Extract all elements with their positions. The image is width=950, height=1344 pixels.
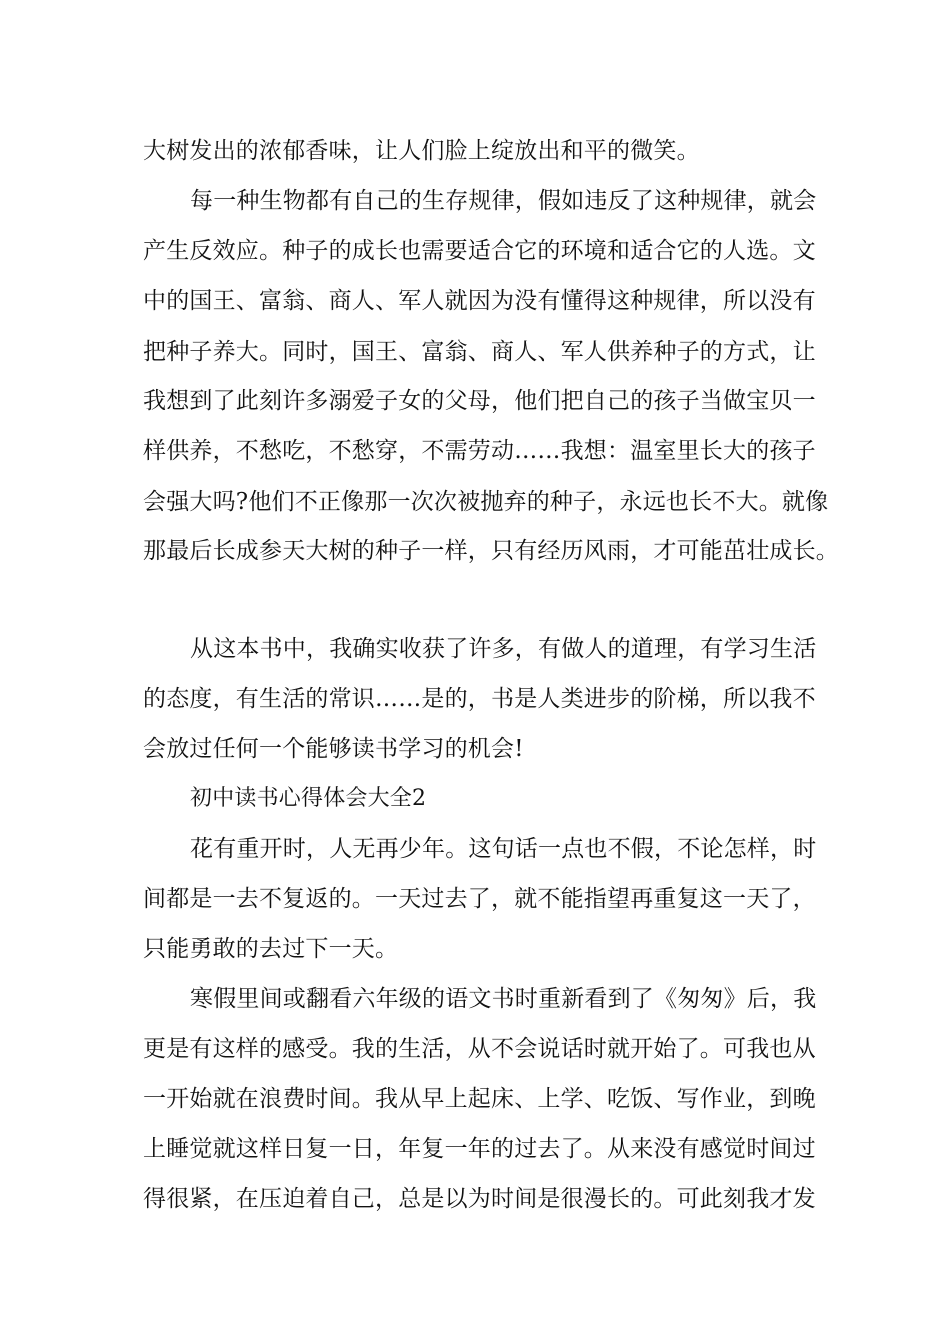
text-line: 得很紧，在压迫着自己，总是以为时间是很漫长的。可此刻我才发: [143, 1186, 816, 1212]
paragraph-first-line: 从这本书中，我确实收获了许多，有做人的道理，有学习生活: [190, 636, 817, 662]
text-line: 会放过任何一个能够读书学习的机会!: [143, 736, 524, 762]
text-line: 那最后长成参天大树的种子一样，只有经历风雨，才可能茁壮成长。: [143, 538, 839, 564]
paragraph-first-line: 花有重开时，人无再少年。这句话一点也不假，不论怎样，时: [190, 836, 817, 862]
text-line: 一开始就在浪费时间。我从早上起床、上学、吃饭、写作业，到晚: [143, 1086, 816, 1112]
paragraph-first-line: 每一种生物都有自己的生存规律，假如违反了这种规律，就会: [190, 188, 817, 214]
text-line: 我想到了此刻许多溺爱子女的父母，他们把自己的孩子当做宝贝一: [143, 388, 816, 414]
text-line: 产生反效应。种子的成长也需要适合它的环境和适合它的人选。文: [143, 238, 816, 264]
text-line: 会强大吗?他们不正像那一次次被抛弃的种子，永远也长不大。就像: [143, 489, 829, 515]
text-line: 上睡觉就这样日复一日，年复一年的过去了。从来没有感觉时间过: [143, 1136, 816, 1162]
text-line: 更是有这样的感受。我的生活，从不会说话时就开始了。可我也从: [143, 1036, 816, 1062]
paragraph-first-line: 寒假里间或翻看六年级的语文书时重新看到了《匆匆》后，我: [190, 986, 817, 1012]
text-line: 大树发出的浓郁香味，让人们脸上绽放出和平的微笑。: [143, 138, 700, 164]
text-line: 只能勇敢的去过下一天。: [143, 936, 399, 962]
text-line: 把种子养大。同时，国王、富翁、商人、军人供养种子的方式，让: [143, 339, 816, 365]
text-line: 间都是一去不复返的。一天过去了，就不能指望再重复这一天了，: [143, 886, 816, 912]
text-line: 的态度，有生活的常识……是的，书是人类进步的阶梯，所以我不: [143, 686, 816, 712]
text-line: 中的国王、富翁、商人、军人就因为没有懂得这种规律，所以没有: [143, 288, 816, 314]
section-heading: 初中读书心得体会大全2: [190, 786, 427, 811]
text-line: 样供养，不愁吃，不愁穿，不需劳动……我想：温室里长大的孩子: [143, 438, 816, 464]
